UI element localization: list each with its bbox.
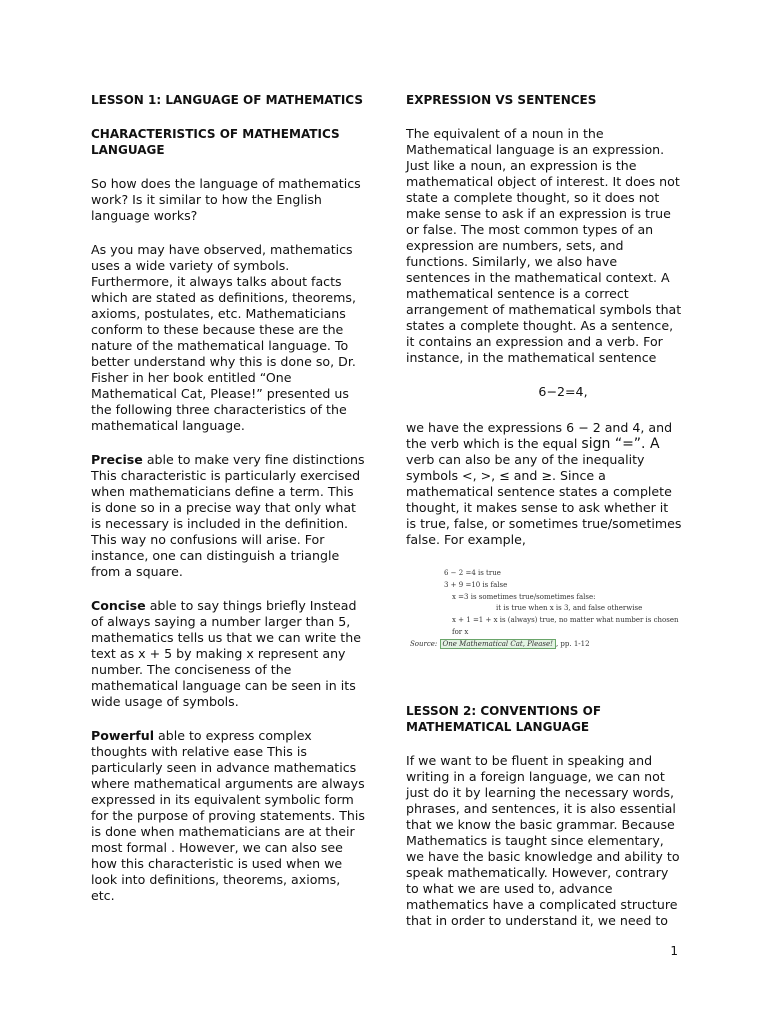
lesson1-title: LESSON 1: LANGUAGE OF MATHEMATICS bbox=[91, 93, 363, 107]
concise-text: able to say things briefly Instead of always saying a number larger than 5, mathematics tells us that we can write the text as x + 5 by making x represent any number. The conciseness of the mathematical language can be seen in its wide usage of symbols. bbox=[91, 598, 361, 709]
after-equation-paragraph bbox=[406, 420, 682, 548]
precise-text: able to make very fine distinctions This characteristic is particularly exercised when mathematicians define a term. This is done so in a precise way that only what is necessary is included in the definition. This way no confusions will arise. For instance, one can distinguish a triangle from a square. bbox=[91, 452, 365, 579]
page-number: 1 bbox=[670, 944, 678, 958]
math-line: x + 1 =1 + x is (always) true, no matter what number is chosen for x bbox=[452, 616, 679, 636]
source-line bbox=[410, 639, 682, 651]
after-eq-big: sign “=”. A bbox=[581, 436, 660, 452]
source-label: Source: bbox=[410, 639, 438, 648]
math-examples bbox=[410, 568, 682, 651]
after-eq-text-a: we have the expressions 6 − 2 and 4, and the verb which is the equal bbox=[406, 420, 673, 451]
characteristics-title: CHARACTERISTICS OF MATHEMATICS LANGUAGE bbox=[91, 127, 340, 157]
powerful-text: able to express complex thoughts with relative ease This is particularly seen in advance mathematics where mathematical arguments are always expressed in its equivalent symbolic form for the purpose of proving statements. This is done when mathematicians are at their most formal . However, we can also see how this characteristic is used when we look into definitions, theorems, axioms, etc. bbox=[91, 728, 365, 903]
equation: 6−2=4, bbox=[538, 384, 588, 399]
precise-paragraph bbox=[91, 452, 366, 580]
math-line: x =3 is sometimes true/sometimes false: bbox=[452, 592, 596, 601]
math-line: 6 − 2 =4 is true bbox=[444, 569, 501, 577]
lesson2-title: LESSON 2: CONVENTIONS OF MATHEMATICAL LANGUAGE bbox=[406, 703, 602, 734]
expression-paragraph: The equivalent of a noun in the Mathematical language is an expression. Just like a noun, an expression is the mathematical object of interest. It does not state a complete thought, so it does not make sense to ask if an expression is true or false. The most common types of an expression are numbers, sets, and functions. Similarly, we also have sentences in the mathematical context. A mathematical sentence is a correct arrangement of mathematical symbols that states a complete thought. As a sentence, it contains an expression and a verb. For instance, in the mathematical sentence bbox=[406, 126, 682, 365]
source-link[interactable]: One Mathematical Cat, Please! bbox=[440, 639, 556, 649]
observed-paragraph: As you may have observed, mathematics uses a wide variety of symbols. Furthermore, it always talks about facts which are stated as definitions, theorems, axioms, postulates, etc. Mathematicians conform to these because these are the nature of the mathematical language. To better understand why this is done so, Dr. Fisher in her book entitled “One Mathematical Cat, Please!” presented us the following three characteristics of the mathematical language. bbox=[91, 242, 356, 433]
powerful-term: Powerful bbox=[91, 728, 155, 743]
left-column bbox=[91, 92, 366, 904]
math-line: 3 + 9 =10 is false bbox=[444, 580, 508, 589]
source-pages: , pp. 1-12 bbox=[555, 639, 590, 648]
after-eq-text-b: verb can also be any of the inequality symbols <, >, ≤ and ≥. Since a mathematical sentence states a complete thought, it makes sense to ask whether it is true, false, or sometimes true/sometimes false. For example, bbox=[406, 452, 682, 547]
right-column bbox=[406, 92, 682, 929]
powerful-paragraph bbox=[91, 728, 366, 904]
math-line: it is true when x is 3, and false otherwise bbox=[496, 604, 643, 613]
concise-paragraph bbox=[91, 598, 366, 710]
precise-term: Precise bbox=[91, 452, 143, 467]
lesson2-paragraph: If we want to be fluent in speaking and writing in a foreign language, we can not just do it by learning the necessary words, phrases, and sentences, it is also essential that we know the basic grammar. Because Mathematics is taught since elementary, we have the basic knowledge and ability to speak mathematically. However, contrary to what we are used to, advance mathematics have a complicated structure that in order to understand it, we need to bbox=[406, 752, 680, 928]
intro-paragraph: So how does the language of mathematics work? Is it similar to how the English language works? bbox=[91, 176, 361, 223]
expression-title: EXPRESSION VS SENTENCES bbox=[406, 93, 597, 107]
concise-term: Concise bbox=[91, 598, 146, 613]
